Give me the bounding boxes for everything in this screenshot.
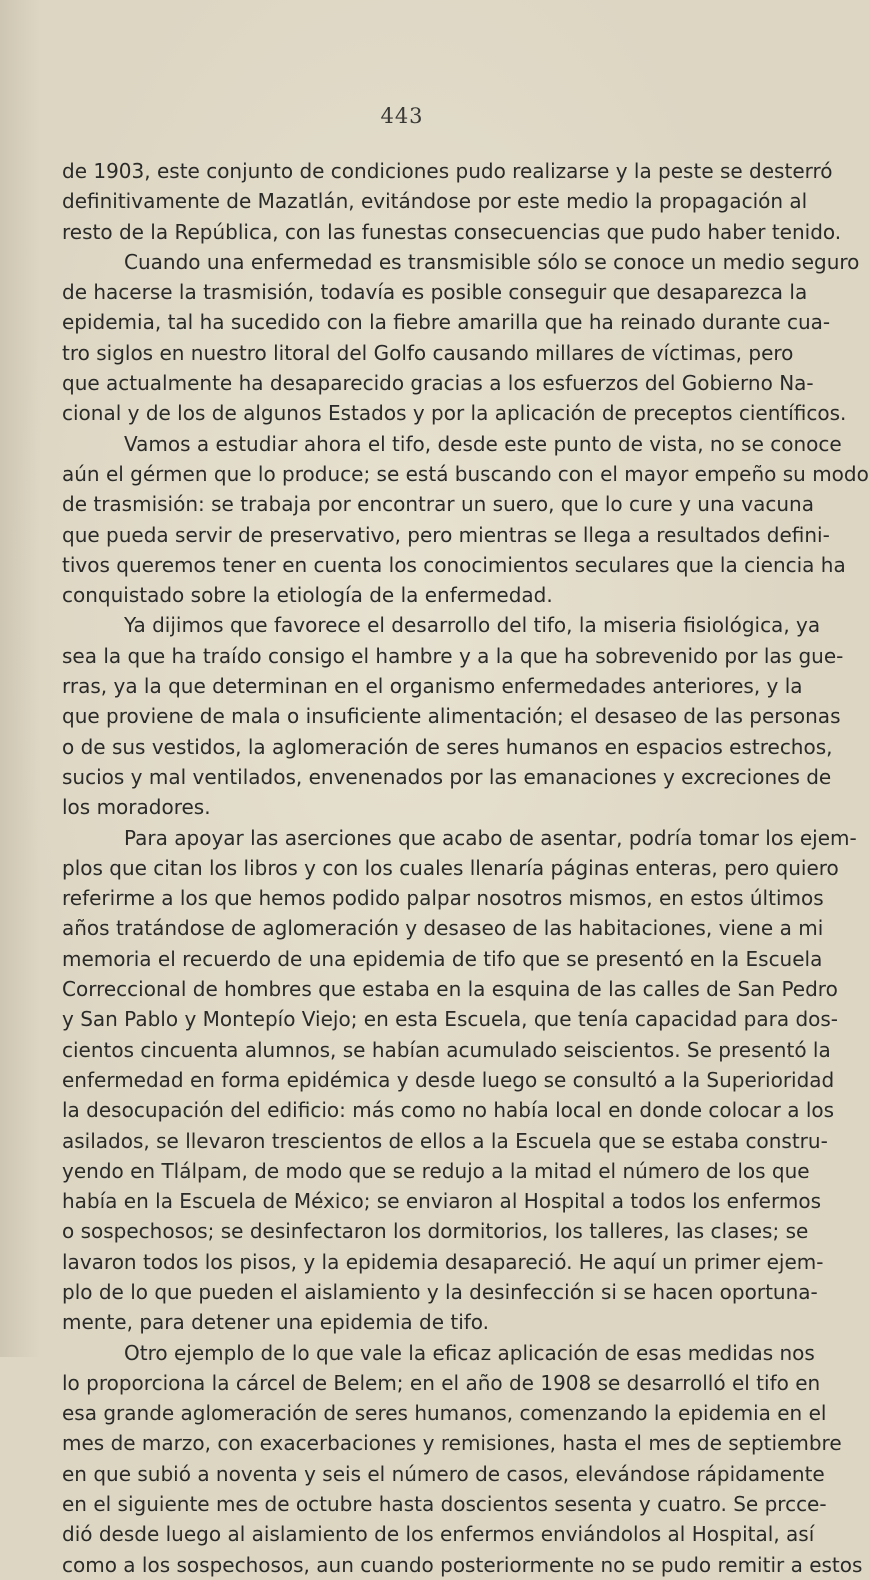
text-line: Ya dijimos que favorece el desarrollo del tifo, la miseria fisiológica, ya: [124, 613, 821, 638]
paragraph: [62, 610, 844, 822]
paragraph: [62, 247, 860, 429]
text-line: Cuando una enfermedad es transmisible sólo se conoce un medio seguro: [124, 249, 860, 274]
text-line: o sospechosos; se desinfectaron los dormitorios, los talleres, las clases; se: [62, 1219, 809, 1244]
text-line: yendo en Tlálpam, de modo que se redujo a la mitad el número de los que: [62, 1158, 810, 1183]
text-line: que proviene de mala o insuficiente alimentación; el desaseo de las personas: [62, 704, 841, 729]
text-line: Para apoyar las aserciones que acabo de asentar, podría tomar los ejem-: [124, 825, 857, 850]
text-line: resto de la República, con las funestas consecuencias que pudo haber tenido.: [62, 219, 842, 244]
text-line: lavaron todos los pisos, y la epidemia desapareció. He aquí un primer ejem-: [62, 1249, 824, 1274]
text-line: o de sus vestidos, la aglomeración de seres humanos en espacios estrechos,: [62, 734, 833, 759]
text-line: de hacerse la trasmisión, todavía es posible conseguir que desaparezca la: [62, 280, 808, 305]
paragraph: [62, 823, 857, 1338]
text-line: dió desde luego al aislamiento de los enfermos enviándolos al Hospital, así: [62, 1522, 815, 1547]
text-line: definitivamente de Mazatlán, evitándose por este medio la propagación al: [62, 189, 808, 214]
text-line: asilados, se llevaron trescientos de ellos a la Escuela que se estaba constru-: [62, 1128, 828, 1153]
text-line: mes de marzo, con exacerbaciones y remisiones, hasta el mes de septiembre: [62, 1431, 842, 1456]
text-line: tro siglos en nuestro litoral del Golfo causando millares de víctimas, pero: [62, 340, 794, 365]
text-line: tivos queremos tener en cuenta los conocimientos seculares que la ciencia ha: [62, 552, 846, 577]
paragraph: [62, 1338, 863, 1580]
text-line: sea la que ha traído consigo el hambre y a la que ha sobrevenido por las gue-: [62, 643, 844, 668]
text-line: que actualmente ha desaparecido gracias a los esfuerzos del Gobierno Na-: [62, 371, 814, 396]
text-line: de 1903, este conjunto de condiciones pudo realizarse y la peste se desterró: [62, 159, 833, 183]
text-line: Correccional de hombres que estaba en la esquina de las calles de San Pedro: [62, 977, 838, 1002]
text-line: esa grande aglomeración de seres humanos, comenzando la epidemia en el: [62, 1401, 827, 1426]
text-line: memoria el recuerdo de una epidemia de tifo que se presentó en la Escuela: [62, 946, 823, 971]
text-line: aún el gérmen que lo produce; se está buscando con el mayor empeño su modo: [62, 461, 869, 486]
text-line: sucios y mal ventilados, envenenados por las emanaciones y excreciones de: [62, 764, 832, 789]
text-line: mente, para detener una epidemia de tifo.: [62, 1310, 490, 1335]
text-line: como a los sospechosos, aun cuando posteriormente no se pudo remitir a estos: [62, 1552, 863, 1577]
text-line: plo de lo que pueden el aislamiento y la desinfección si se hacen oportuna-: [62, 1279, 818, 1304]
text-line: en el siguiente mes de octubre hasta doscientos sesenta y cuatro. Se prcce-: [62, 1492, 827, 1517]
text-line: cientos cincuenta alumnos, se habían acumulado seiscientos. Se presentó la: [62, 1037, 831, 1062]
text-line: plos que citan los libros y con los cuales llenaría páginas enteras, pero quiero: [62, 855, 839, 880]
text-line: conquistado sobre la etiología de la enfermedad.: [62, 583, 553, 608]
text-line: los moradores.: [62, 795, 211, 820]
text-line: rras, ya la que determinan en el organismo enfermedades anteriores, y la: [62, 674, 803, 699]
paragraph: [62, 156, 842, 247]
body-text: [62, 156, 869, 1580]
text-line: en que subió a noventa y seis el número de casos, elevándose rápidamente: [62, 1461, 825, 1486]
text-line: referirme a los que hemos podido palpar nosotros mismos, en estos últimos: [62, 886, 824, 911]
text-line: había en la Escuela de México; se enviaron al Hospital a todos los enfermos: [62, 1189, 821, 1214]
text-line: epidemia, tal ha sucedido con la fiebre amarilla que ha reinado durante cua-: [62, 310, 831, 335]
text-line: años tratándose de aglomeración y desaseo de las habitaciones, viene a mi: [62, 916, 824, 941]
text-line: enfermedad en forma epidémica y desde luego se consultó a la Superioridad: [62, 1067, 835, 1092]
text-line: la desocupación del edificio: más como no había local en donde colocar a los: [62, 1098, 835, 1123]
text-line: que pueda servir de preservativo, pero mientras se llega a resultados defini-: [62, 522, 830, 547]
text-line: Otro ejemplo de lo que vale la eficaz aplicación de esas medidas nos: [124, 1340, 815, 1365]
text-line: Vamos a estudiar ahora el tifo, desde este punto de vista, no se conoce: [124, 431, 842, 456]
page-number: 443: [380, 104, 424, 128]
text-line: cional y de los de algunos Estados y por la aplicación de preceptos científicos.: [62, 401, 847, 426]
paragraph: [62, 429, 869, 611]
text-line: de trasmisión: se trabaja por encontrar un suero, que lo cure y una vacuna: [62, 492, 814, 517]
text-line: lo proporciona la cárcel de Belem; en el año de 1908 se desarrolló el tifo en: [62, 1370, 821, 1395]
text-line: y San Pablo y Montepío Viejo; en esta Escuela, que tenía capacidad para dos-: [62, 1007, 839, 1032]
